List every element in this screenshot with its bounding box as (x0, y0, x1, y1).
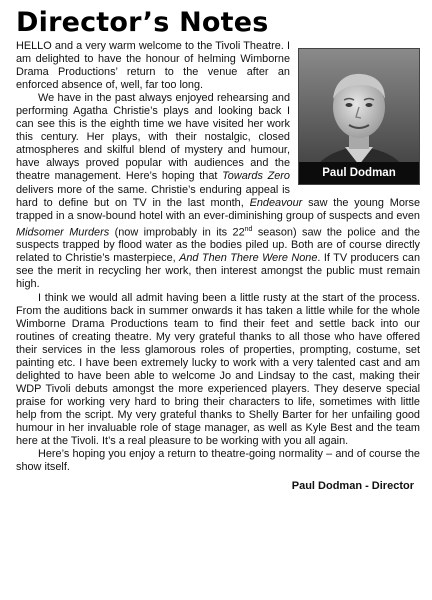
paragraph-closing: Here’s hoping you enjoy a return to theatre-going normality – and of course the show itself. (16, 448, 420, 474)
page-title: Director’s Notes (16, 7, 269, 38)
paragraph-thanks: I think we would all admit having been a little rusty at the start of the process. From the auditions back in summer onwards it has taken a little while for the whole Wimborne Drama Productions team to find their feet and settle back into our routines of creating theatre. My very grateful thanks to all those who have offered their services in the less glamorous roles of properties, prompting, costume, set painting etc. I have been extremely lucky to work with a very talented cast and am delighted to have been able to welcome Jo and Lindsay to the cast, making their WDP Tivoli debuts amongst the more experienced players. They deserve special praise for working very hard to bring their characters to life, sometimes with little help from the script. My very grateful thanks to Shelly Barter for her unfailing good humour in her invaluable role of stage manager, as well as Kyle Best and the team here at the Tivoli. It’s a real pleasure to be working with you all again. (16, 291, 420, 448)
paragraph-christie-text: season) saw the police and the suspects trapped by flood water as the bodies piled up. Both are of course directly related to Christie’s masterpiece, (16, 226, 420, 265)
paragraph-christie-text: saw the young Morse trapped in a snow-bound hotel with an ever-diminishing group of suspects and even (16, 196, 420, 222)
paragraph-christie-text: . If TV producers can see the merit in recycling her work, then interest amongst the public must remain high. (16, 252, 420, 291)
paragraph-christie-text: (now improbably in its 22 (109, 226, 245, 239)
paragraph-welcome: HELLO and a very warm welcome to the Tivoli Theatre. I am delighted to have the honour of helming Wimborne Drama Productions’ return to the venue after an enforced absence of, well, far too long. (16, 40, 290, 92)
paragraph-christie-text: We have in the past always enjoyed rehearsing and performing Agatha Christie’s plays and looking back I can see this is the eighth time we have visited her work this century. Her plays, with their nostalgic, closed atmospheres and skilful blend of mystery and humour, have always proved popular with audiences and the theatre management. Here’s hoping that (16, 92, 290, 183)
tv-title-midsomer-murders: Midsomer Murders (16, 226, 110, 239)
paragraph-christie-text: delivers more of the same. Christie’s enduring appeal is hard to define but on TV in the last month, (16, 183, 290, 209)
tv-title-endeavour: Endeavour (249, 196, 303, 209)
play-title-towards-zero: Towards Zero (222, 170, 290, 183)
photo-caption: Paul Dodman (299, 162, 419, 184)
signoff: Paul Dodman - Director (291, 480, 414, 493)
director-photo (298, 48, 420, 185)
ordinal-suffix: nd (244, 225, 253, 233)
book-title-and-then-there-were-none: And Then There Were None (179, 252, 318, 265)
